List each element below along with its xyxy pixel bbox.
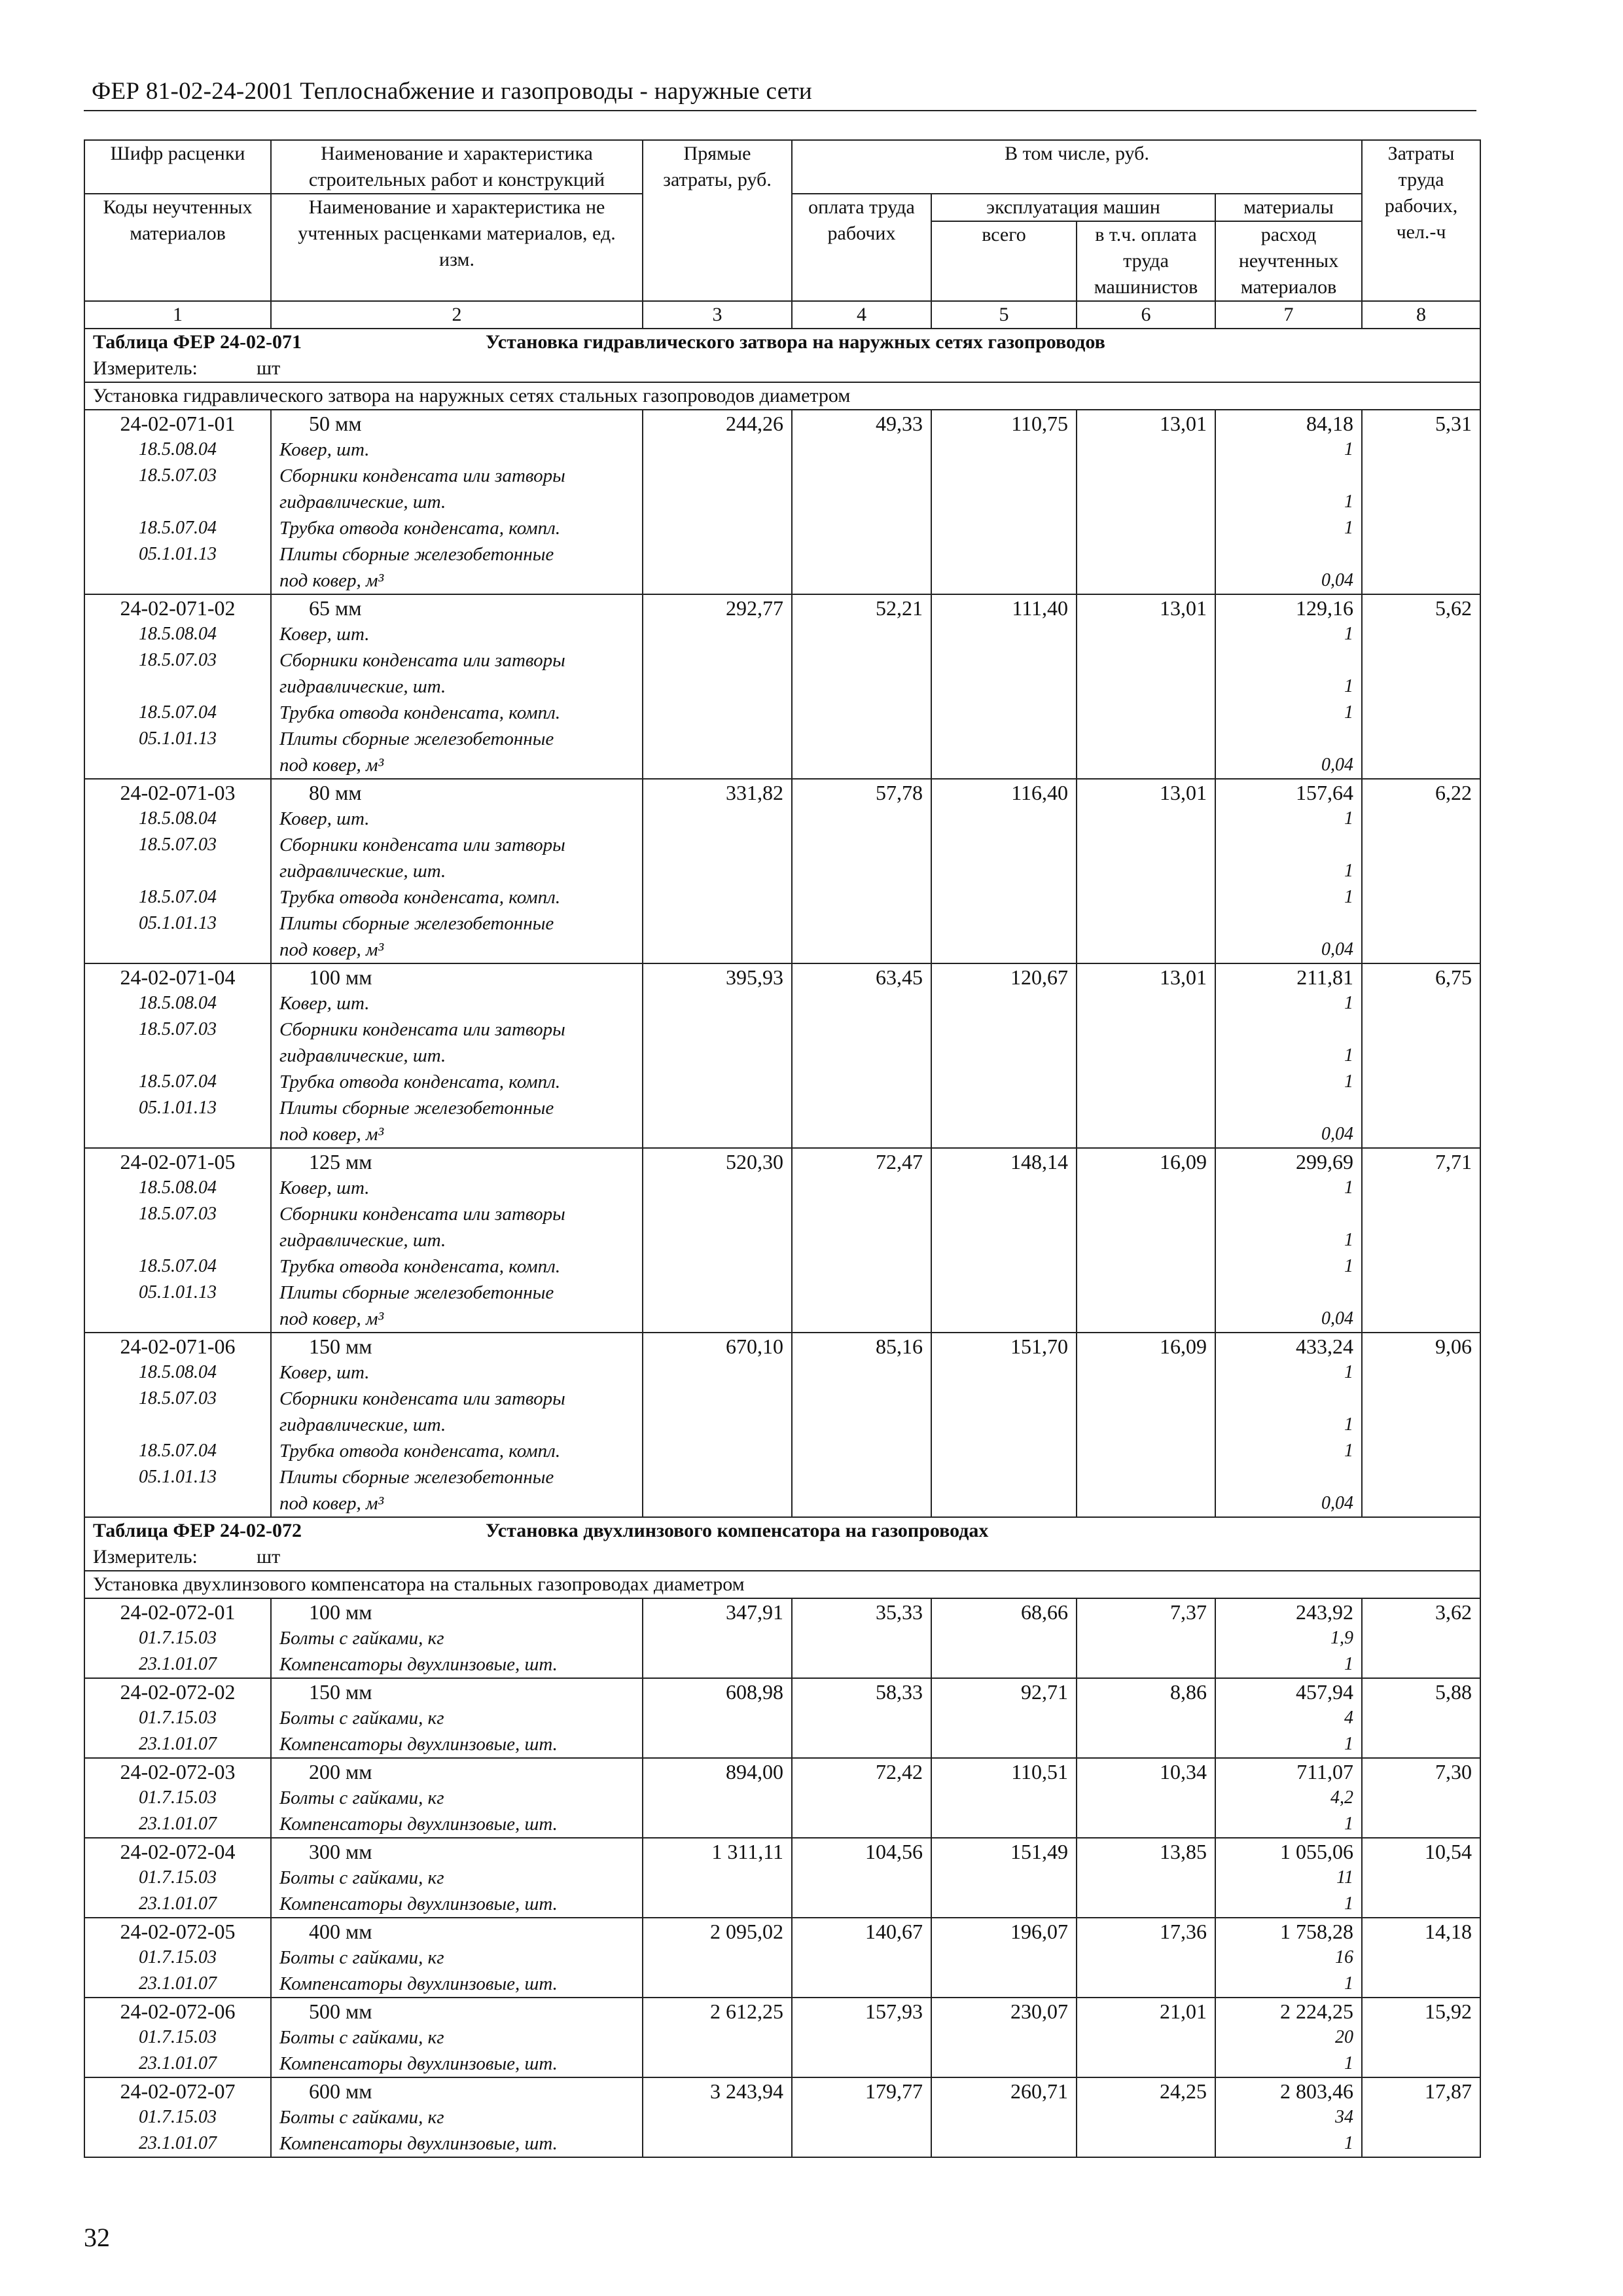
labor-cost: 17,87 [1425, 2079, 1472, 2103]
material-name: Болты с гайками, кг [279, 1947, 444, 1968]
col-header-materials: материалы [1215, 194, 1362, 221]
labor-cost: 10,54 [1425, 1840, 1472, 1863]
rate-code: 24-02-071-05 [120, 1150, 236, 1174]
col-header-machines: эксплуатация машин [931, 194, 1215, 221]
description-row [84, 382, 1480, 410]
machine-cost: 230,07 [1010, 2000, 1068, 2023]
work-name: 500 мм [309, 2000, 372, 2023]
direct-cost: 244,26 [726, 412, 783, 435]
rate-code: 24-02-072-04 [120, 1840, 236, 1863]
table-row [84, 1918, 1480, 1998]
material-qty: 0,04 [1321, 1124, 1354, 1144]
material-code: 01.7.15.03 [139, 1947, 217, 1967]
material-qty: 1 [1344, 1362, 1354, 1382]
machine-cost: 196,07 [1010, 1920, 1068, 1943]
table-description: Установка гидравлического затвора на наружных сетях стальных газопроводов диаметром [93, 385, 851, 406]
material-qty: 1 [1344, 702, 1354, 723]
table-code: Таблица ФЕР 24-02-072 [93, 1520, 302, 1541]
labor-cost: 15,92 [1425, 2000, 1472, 2023]
labor-cost: 5,88 [1435, 1680, 1472, 1704]
material-code: 18.5.08.04 [139, 993, 217, 1013]
machine-cost: 92,71 [1021, 1680, 1068, 1704]
material-code: 18.5.07.04 [139, 518, 217, 538]
material-name: Трубка отвода конденсата, компл. [279, 1441, 561, 1462]
material-name: Плиты сборные железобетонные под ковер, м³ [279, 544, 554, 591]
material-code: 18.5.07.03 [139, 834, 217, 855]
material-code: 18.5.08.04 [139, 1177, 217, 1198]
material-code: 23.1.01.07 [139, 2053, 217, 2073]
col-num: 2 [271, 301, 643, 329]
rate-code: 24-02-072-01 [120, 1600, 236, 1624]
material-name: Компенсаторы двухлинзовые, шт. [279, 1814, 558, 1835]
material-code: 01.7.15.03 [139, 2107, 217, 2127]
work-name: 400 мм [309, 1920, 372, 1943]
material-qty: 1 [1344, 1973, 1354, 1994]
work-name: 50 мм [309, 412, 362, 435]
machine-cost: 151,49 [1010, 1840, 1068, 1863]
material-name: Болты с гайками, кг [279, 2027, 444, 2048]
material-code: 18.5.08.04 [139, 1362, 217, 1382]
machinist-wages: 7,37 [1170, 1600, 1207, 1624]
rate-code: 24-02-071-02 [120, 596, 236, 620]
material-qty: 1 [1344, 1893, 1354, 1914]
table-title: Установка гидравлического затвора на наружных сетях газопроводов [486, 331, 1105, 353]
direct-cost: 331,82 [726, 781, 783, 804]
machinist-wages: 13,01 [1160, 965, 1207, 989]
col-header-labor: Затраты труда рабочих, чел.-ч [1362, 140, 1480, 301]
table-title: Установка двухлинзового компенсатора на газопроводах [486, 1520, 989, 1541]
material-code: 18.5.08.04 [139, 808, 217, 829]
material-name: Ковер, шт. [279, 993, 370, 1014]
wages-cost: 58,33 [876, 1680, 923, 1704]
material-code: 18.5.07.04 [139, 1256, 217, 1276]
direct-cost: 520,30 [726, 1150, 783, 1174]
material-name: Сборники конденсата или затворы гидравлические, шт. [279, 834, 565, 882]
material-code: 18.5.07.04 [139, 702, 217, 723]
rate-code: 24-02-072-07 [120, 2079, 236, 2103]
material-qty: 1 [1344, 2053, 1354, 2073]
direct-cost: 2 095,02 [710, 1920, 783, 1943]
work-name: 80 мм [309, 781, 362, 804]
material-qty: 1 [1344, 861, 1354, 881]
materials-cost: 2 224,25 [1280, 2000, 1354, 2023]
material-code: 18.5.07.03 [139, 1204, 217, 1224]
machine-cost: 120,67 [1010, 965, 1068, 989]
wages-cost: 57,78 [876, 781, 923, 804]
material-code: 01.7.15.03 [139, 1708, 217, 1728]
machine-cost: 148,14 [1010, 1150, 1068, 1174]
machinist-wages: 13,01 [1160, 412, 1207, 435]
material-code: 05.1.01.13 [139, 913, 217, 933]
material-qty: 1 [1344, 1441, 1354, 1461]
material-qty: 11 [1336, 1867, 1354, 1888]
material-code: 23.1.01.07 [139, 1654, 217, 1674]
material-qty: 1,9 [1330, 1628, 1354, 1648]
material-qty: 1 [1344, 1071, 1354, 1092]
col-header-mat-unaccounted: расход неучтенных материалов [1215, 221, 1362, 301]
material-name: Ковер, шт. [279, 624, 370, 645]
material-name: Сборники конденсата или затворы гидравлические, шт. [279, 1204, 565, 1251]
material-code: 18.5.07.03 [139, 465, 217, 486]
direct-cost: 670,10 [726, 1335, 783, 1358]
material-name: Ковер, шт. [279, 808, 370, 829]
material-code: 23.1.01.07 [139, 1973, 217, 1994]
table-title-row [84, 329, 1480, 355]
col-header-mach-total: всего [931, 221, 1077, 301]
material-qty: 1 [1344, 1654, 1354, 1674]
machine-cost: 110,51 [1011, 1760, 1068, 1784]
machinist-wages: 24,25 [1160, 2079, 1207, 2103]
labor-cost: 6,22 [1435, 781, 1472, 804]
material-qty: 16 [1335, 1947, 1354, 1967]
description-row [84, 1571, 1480, 1598]
labor-cost: 9,06 [1435, 1335, 1472, 1358]
wages-cost: 179,77 [865, 2079, 923, 2103]
materials-cost: 2 803,46 [1280, 2079, 1354, 2103]
col-header-code: Шифр расценки [84, 140, 271, 194]
machinist-wages: 16,09 [1160, 1150, 1207, 1174]
material-code: 01.7.15.03 [139, 1867, 217, 1888]
machinist-wages: 13,85 [1160, 1840, 1207, 1863]
meter-label: Измеритель: [93, 1546, 198, 1568]
table-description: Установка двухлинзового компенсатора на стальных газопроводах диаметром [93, 1573, 745, 1595]
col-header-wages: оплата труда рабочих [792, 194, 931, 301]
direct-cost: 894,00 [726, 1760, 783, 1784]
material-code: 05.1.01.13 [139, 1467, 217, 1487]
labor-cost: 7,30 [1435, 1760, 1472, 1784]
col-header-mat-names: Наименование и характеристика не учтенных расценками материалов, ед. изм. [271, 194, 643, 301]
table-row [84, 410, 1480, 594]
work-name: 600 мм [309, 2079, 372, 2103]
wages-cost: 140,67 [865, 1920, 923, 1943]
material-name: Плиты сборные железобетонные под ковер, м³ [279, 1098, 554, 1145]
table-row [84, 1998, 1480, 2077]
material-qty: 4 [1344, 1708, 1354, 1728]
material-code: 18.5.07.03 [139, 650, 217, 670]
materials-cost: 433,24 [1296, 1335, 1354, 1358]
table-code: Таблица ФЕР 24-02-071 [93, 331, 302, 353]
material-name: Болты с гайками, кг [279, 2107, 444, 2128]
material-code: 01.7.15.03 [139, 1628, 217, 1648]
materials-cost: 84,18 [1306, 412, 1354, 435]
table-row [84, 779, 1480, 963]
material-code: 23.1.01.07 [139, 2133, 217, 2153]
material-code: 23.1.01.07 [139, 1734, 217, 1754]
material-qty: 1 [1344, 1814, 1354, 1834]
material-code: 18.5.07.04 [139, 1071, 217, 1092]
labor-cost: 6,75 [1435, 965, 1472, 989]
materials-cost: 157,64 [1296, 781, 1354, 804]
material-name: Компенсаторы двухлинзовые, шт. [279, 1973, 558, 1994]
material-name: Ковер, шт. [279, 1177, 370, 1198]
wages-cost: 104,56 [865, 1840, 923, 1863]
material-qty: 1 [1344, 439, 1354, 459]
material-name: Ковер, шт. [279, 1362, 370, 1383]
material-name: Ковер, шт. [279, 439, 370, 460]
rate-code: 24-02-072-02 [120, 1680, 236, 1704]
rate-code: 24-02-071-04 [120, 965, 236, 989]
wages-cost: 157,93 [865, 2000, 923, 2023]
material-code: 18.5.08.04 [139, 624, 217, 644]
material-code: 05.1.01.13 [139, 1282, 217, 1302]
work-name: 150 мм [309, 1680, 372, 1704]
material-name: Трубка отвода конденсата, компл. [279, 1071, 561, 1092]
machinist-wages: 10,34 [1160, 1760, 1207, 1784]
machine-cost: 111,40 [1012, 596, 1068, 620]
material-qty: 0,04 [1321, 1493, 1354, 1513]
table-row [84, 1598, 1480, 1678]
material-name: Компенсаторы двухлинзовые, шт. [279, 1734, 558, 1755]
price-table [84, 139, 1481, 2158]
material-qty: 1 [1344, 676, 1354, 696]
wages-cost: 35,33 [876, 1600, 923, 1624]
material-qty: 1 [1344, 1256, 1354, 1276]
work-name: 200 мм [309, 1760, 372, 1784]
material-qty: 0,04 [1321, 1308, 1354, 1329]
material-qty: 20 [1335, 2027, 1354, 2047]
rate-code: 24-02-072-06 [120, 2000, 236, 2023]
material-name: Трубка отвода конденсата, компл. [279, 887, 561, 908]
material-name: Плиты сборные железобетонные под ковер, м³ [279, 913, 554, 960]
meter-label: Измеритель: [93, 357, 198, 379]
material-name: Компенсаторы двухлинзовые, шт. [279, 2053, 558, 2074]
material-code: 23.1.01.07 [139, 1814, 217, 1834]
material-name: Плиты сборные железобетонные под ковер, м³ [279, 728, 554, 776]
material-code: 18.5.07.04 [139, 1441, 217, 1461]
col-header-mat-codes: Коды неучтенных материалов [84, 194, 271, 301]
machinist-wages: 8,86 [1170, 1680, 1207, 1704]
table-row [84, 1333, 1480, 1517]
material-qty: 0,04 [1321, 570, 1354, 590]
col-header-direct: Прямые затраты, руб. [643, 140, 792, 301]
work-name: 125 мм [309, 1150, 372, 1174]
machine-cost: 151,70 [1010, 1335, 1068, 1358]
meter-value: шт [257, 1546, 281, 1568]
material-qty: 1 [1344, 808, 1354, 829]
machinist-wages: 21,01 [1160, 2000, 1207, 2023]
material-name: Сборники конденсата или затворы гидравлические, шт. [279, 1019, 565, 1066]
materials-cost: 211,81 [1296, 965, 1354, 989]
machinist-wages: 13,01 [1160, 781, 1207, 804]
materials-cost: 1 758,28 [1280, 1920, 1354, 1943]
meter-value: шт [257, 357, 281, 379]
table-row [84, 594, 1480, 779]
materials-cost: 129,16 [1296, 596, 1354, 620]
machine-cost: 116,40 [1011, 781, 1068, 804]
material-qty: 1 [1344, 993, 1354, 1013]
material-name: Компенсаторы двухлинзовые, шт. [279, 1654, 558, 1675]
material-code: 23.1.01.07 [139, 1893, 217, 1914]
rate-code: 24-02-071-06 [120, 1335, 236, 1358]
material-qty: 1 [1344, 1230, 1354, 1250]
material-qty: 1 [1344, 624, 1354, 644]
meter-row [84, 1544, 1480, 1571]
wages-cost: 52,21 [876, 596, 923, 620]
material-name: Компенсаторы двухлинзовые, шт. [279, 1893, 558, 1914]
table-row [84, 2077, 1480, 2157]
material-name: Сборники конденсата или затворы гидравлические, шт. [279, 650, 565, 697]
material-qty: 34 [1335, 2107, 1354, 2127]
table-title-row [84, 1517, 1480, 1544]
material-name: Болты с гайками, кг [279, 1708, 444, 1729]
material-name: Болты с гайками, кг [279, 1867, 444, 1888]
material-name: Плиты сборные железобетонные под ковер, м³ [279, 1282, 554, 1329]
table-row [84, 1148, 1480, 1333]
materials-cost: 299,69 [1296, 1150, 1354, 1174]
wages-cost: 72,47 [876, 1150, 923, 1174]
table-row [84, 1678, 1480, 1758]
direct-cost: 347,91 [726, 1600, 783, 1624]
direct-cost: 2 612,25 [710, 2000, 783, 2023]
material-qty: 1 [1344, 1177, 1354, 1198]
material-name: Трубка отвода конденсата, компл. [279, 702, 561, 723]
material-name: Болты с гайками, кг [279, 1628, 444, 1649]
material-name: Болты с гайками, кг [279, 1787, 444, 1808]
material-qty: 0,04 [1321, 755, 1354, 775]
material-qty: 1 [1344, 1045, 1354, 1066]
work-name: 300 мм [309, 1840, 372, 1863]
material-qty: 4,2 [1330, 1787, 1354, 1808]
direct-cost: 292,77 [726, 596, 783, 620]
header-divider [84, 110, 1476, 111]
machine-cost: 260,71 [1010, 2079, 1068, 2103]
labor-cost: 5,31 [1435, 412, 1472, 435]
material-code: 05.1.01.13 [139, 728, 217, 749]
col-num: 1 [84, 301, 271, 329]
material-code: 05.1.01.13 [139, 544, 217, 564]
col-num: 4 [792, 301, 931, 329]
col-header-incl: В том числе, руб. [792, 140, 1362, 194]
material-code: 18.5.08.04 [139, 439, 217, 459]
col-header-name: Наименование и характеристика строительных работ и конструкций [271, 140, 643, 194]
col-header-mach-wages: в т.ч. оплата труда машинистов [1077, 221, 1215, 301]
labor-cost: 5,62 [1435, 596, 1472, 620]
machine-cost: 68,66 [1021, 1600, 1068, 1624]
rate-code: 24-02-072-03 [120, 1760, 236, 1784]
machinist-wages: 17,36 [1160, 1920, 1207, 1943]
table-row [84, 963, 1480, 1148]
labor-cost: 3,62 [1435, 1600, 1472, 1624]
work-name: 100 мм [309, 1600, 372, 1624]
material-code: 18.5.07.03 [139, 1388, 217, 1408]
material-code: 18.5.07.03 [139, 1019, 217, 1039]
materials-cost: 1 055,06 [1280, 1840, 1354, 1863]
material-name: Трубка отвода конденсата, компл. [279, 518, 561, 539]
material-name: Сборники конденсата или затворы гидравлические, шт. [279, 1388, 565, 1435]
machinist-wages: 13,01 [1160, 596, 1207, 620]
wages-cost: 63,45 [876, 965, 923, 989]
material-qty: 1 [1344, 1414, 1354, 1435]
rate-code: 24-02-071-01 [120, 412, 236, 435]
material-name: Плиты сборные железобетонные под ковер, м³ [279, 1467, 554, 1514]
machine-cost: 110,75 [1011, 412, 1068, 435]
wages-cost: 49,33 [876, 412, 923, 435]
direct-cost: 1 311,11 [711, 1840, 783, 1863]
rate-code: 24-02-072-05 [120, 1920, 236, 1943]
direct-cost: 395,93 [726, 965, 783, 989]
materials-cost: 711,07 [1296, 1760, 1354, 1784]
materials-cost: 457,94 [1296, 1680, 1354, 1704]
material-qty: 1 [1344, 518, 1354, 538]
col-num: 7 [1215, 301, 1362, 329]
col-num: 6 [1077, 301, 1215, 329]
col-num: 5 [931, 301, 1077, 329]
material-name: Трубка отвода конденсата, компл. [279, 1256, 561, 1277]
col-num: 8 [1362, 301, 1480, 329]
rate-code: 24-02-071-03 [120, 781, 236, 804]
material-name: Сборники конденсата или затворы гидравлические, шт. [279, 465, 565, 512]
work-name: 150 мм [309, 1335, 372, 1358]
materials-cost: 243,92 [1296, 1600, 1354, 1624]
labor-cost: 7,71 [1435, 1150, 1472, 1174]
material-code: 01.7.15.03 [139, 2027, 217, 2047]
work-name: 100 мм [309, 965, 372, 989]
table-row [84, 1758, 1480, 1838]
material-code: 18.5.07.04 [139, 887, 217, 907]
direct-cost: 3 243,94 [710, 2079, 783, 2103]
wages-cost: 72,42 [876, 1760, 923, 1784]
labor-cost: 14,18 [1425, 1920, 1472, 1943]
material-qty: 0,04 [1321, 939, 1354, 960]
direct-cost: 608,98 [726, 1680, 783, 1704]
wages-cost: 85,16 [876, 1335, 923, 1358]
work-name: 65 мм [309, 596, 362, 620]
table-row [84, 1838, 1480, 1918]
material-qty: 1 [1344, 887, 1354, 907]
material-qty: 1 [1344, 1734, 1354, 1754]
material-code: 05.1.01.13 [139, 1098, 217, 1118]
material-name: Компенсаторы двухлинзовые, шт. [279, 2133, 558, 2154]
meter-row [84, 355, 1480, 382]
material-code: 01.7.15.03 [139, 1787, 217, 1808]
material-qty: 1 [1344, 492, 1354, 512]
material-qty: 1 [1344, 2133, 1354, 2153]
page-number: 32 [84, 2223, 110, 2252]
col-num: 3 [643, 301, 792, 329]
page-header-title: ФЕР 81-02-24-2001 Теплоснабжение и газопроводы - наружные сети [92, 78, 813, 105]
machinist-wages: 16,09 [1160, 1335, 1207, 1358]
